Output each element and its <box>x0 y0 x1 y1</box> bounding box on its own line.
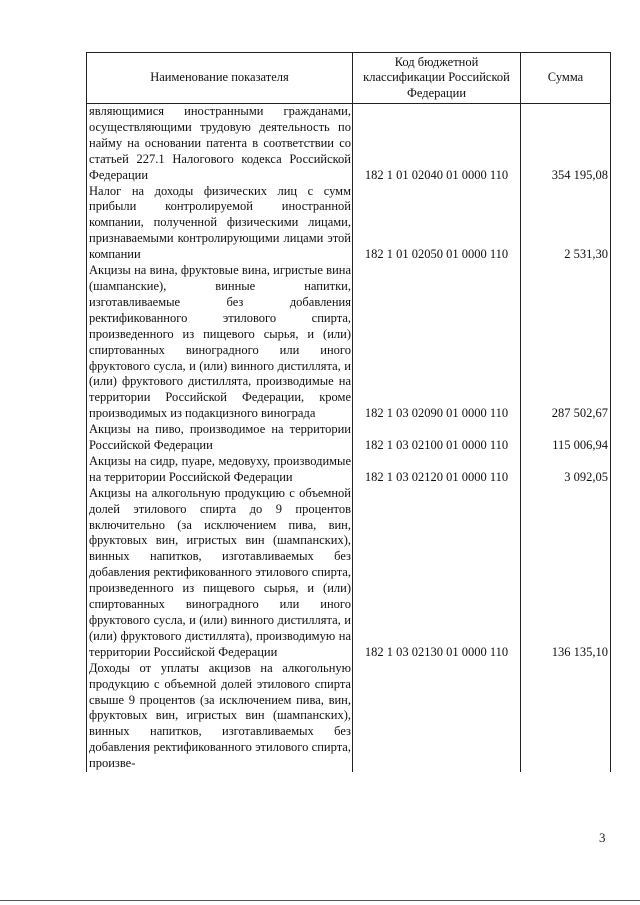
table-row <box>87 486 611 661</box>
row-budget-code: 182 1 03 02090 01 0000 110 <box>353 263 521 422</box>
row-budget-code <box>353 661 521 772</box>
row-indicator-name: Доходы от уплаты акцизов на алкогольную продукцию с объемной долей этилового спирта свыше 9 процентов (за исключением пива, вин, фруктовых вин, игристых вин (шампанских), винных напитков, изготавливаемых без добавления ректификованного этилового спирта, произве- <box>87 661 353 772</box>
row-budget-code: 182 1 01 02040 01 0000 110 <box>353 104 521 184</box>
row-indicator-name: Акцизы на сидр, пуаре, медовуху, производимые на территории Российской Федерации <box>87 454 353 486</box>
row-sum: 2 531,30 <box>521 184 611 264</box>
row-indicator-name: Акцизы на алкогольную продукцию с объемной долей этилового спирта до 9 процентов включительно (за исключением пива, вин, фруктовых вин, игристых вин (шампанских), винных напитков, изготавливаемых без добавления ректификованного этилового спирта, произведенного из пищевого сырья, и (или) спиртованных виноградного или иного фруктового сусла, и (или) винного дистиллята, и (или) фруктового дистиллята), производимую на территории Российской Федерации <box>87 486 353 661</box>
header-sum: Сумма <box>521 53 611 104</box>
row-sum <box>521 661 611 772</box>
table-row <box>87 454 611 486</box>
table-row <box>87 184 611 264</box>
row-sum: 136 135,10 <box>521 486 611 661</box>
row-sum: 3 092,05 <box>521 454 611 486</box>
page-number: 3 <box>599 830 606 845</box>
row-budget-code: 182 1 01 02050 01 0000 110 <box>353 184 521 264</box>
table-row <box>87 661 611 772</box>
table-header-row <box>87 53 611 104</box>
row-budget-code: 182 1 03 02130 01 0000 110 <box>353 486 521 661</box>
table-row <box>87 422 611 454</box>
budget-revenue-table <box>86 52 611 772</box>
row-indicator-name: являющимися иностранными гражданами, осуществляющими трудовую деятельность по найму на основании патента в соответствии со статьей 227.1 Налогового кодекса Российской Федерации <box>87 104 353 184</box>
row-budget-code: 182 1 03 02120 01 0000 110 <box>353 454 521 486</box>
header-budget-code: Код бюджетной классификации Российской Федерации <box>353 53 521 104</box>
row-budget-code: 182 1 03 02100 01 0000 110 <box>353 422 521 454</box>
row-sum: 354 195,08 <box>521 104 611 184</box>
table-row <box>87 263 611 422</box>
row-indicator-name: Акцизы на пиво, производимое на территории Российской Федерации <box>87 422 353 454</box>
row-sum: 287 502,67 <box>521 263 611 422</box>
row-indicator-name: Акцизы на вина, фруктовые вина, игристые вина (шампанские), винные напитки, изготавливаемые без добавления ректификованного этилового спирта, произведенного из пищевого сырья, и (или) спиртованных виноградного или иного фруктового сусла, и (или) винного дистиллята, и (или) фруктового дистиллята, производимые на территории Российской Федерации, кроме производимых из подакцизного винограда <box>87 263 353 422</box>
row-indicator-name: Налог на доходы физических лиц с сумм прибыли контролируемой иностранной компании, полученной физическими лицами, признаваемыми контролирующими лицами этой компании <box>87 184 353 264</box>
header-indicator-name: Наименование показателя <box>87 53 353 104</box>
row-sum: 115 006,94 <box>521 422 611 454</box>
table-row <box>87 104 611 184</box>
page-bottom-divider <box>0 900 640 901</box>
